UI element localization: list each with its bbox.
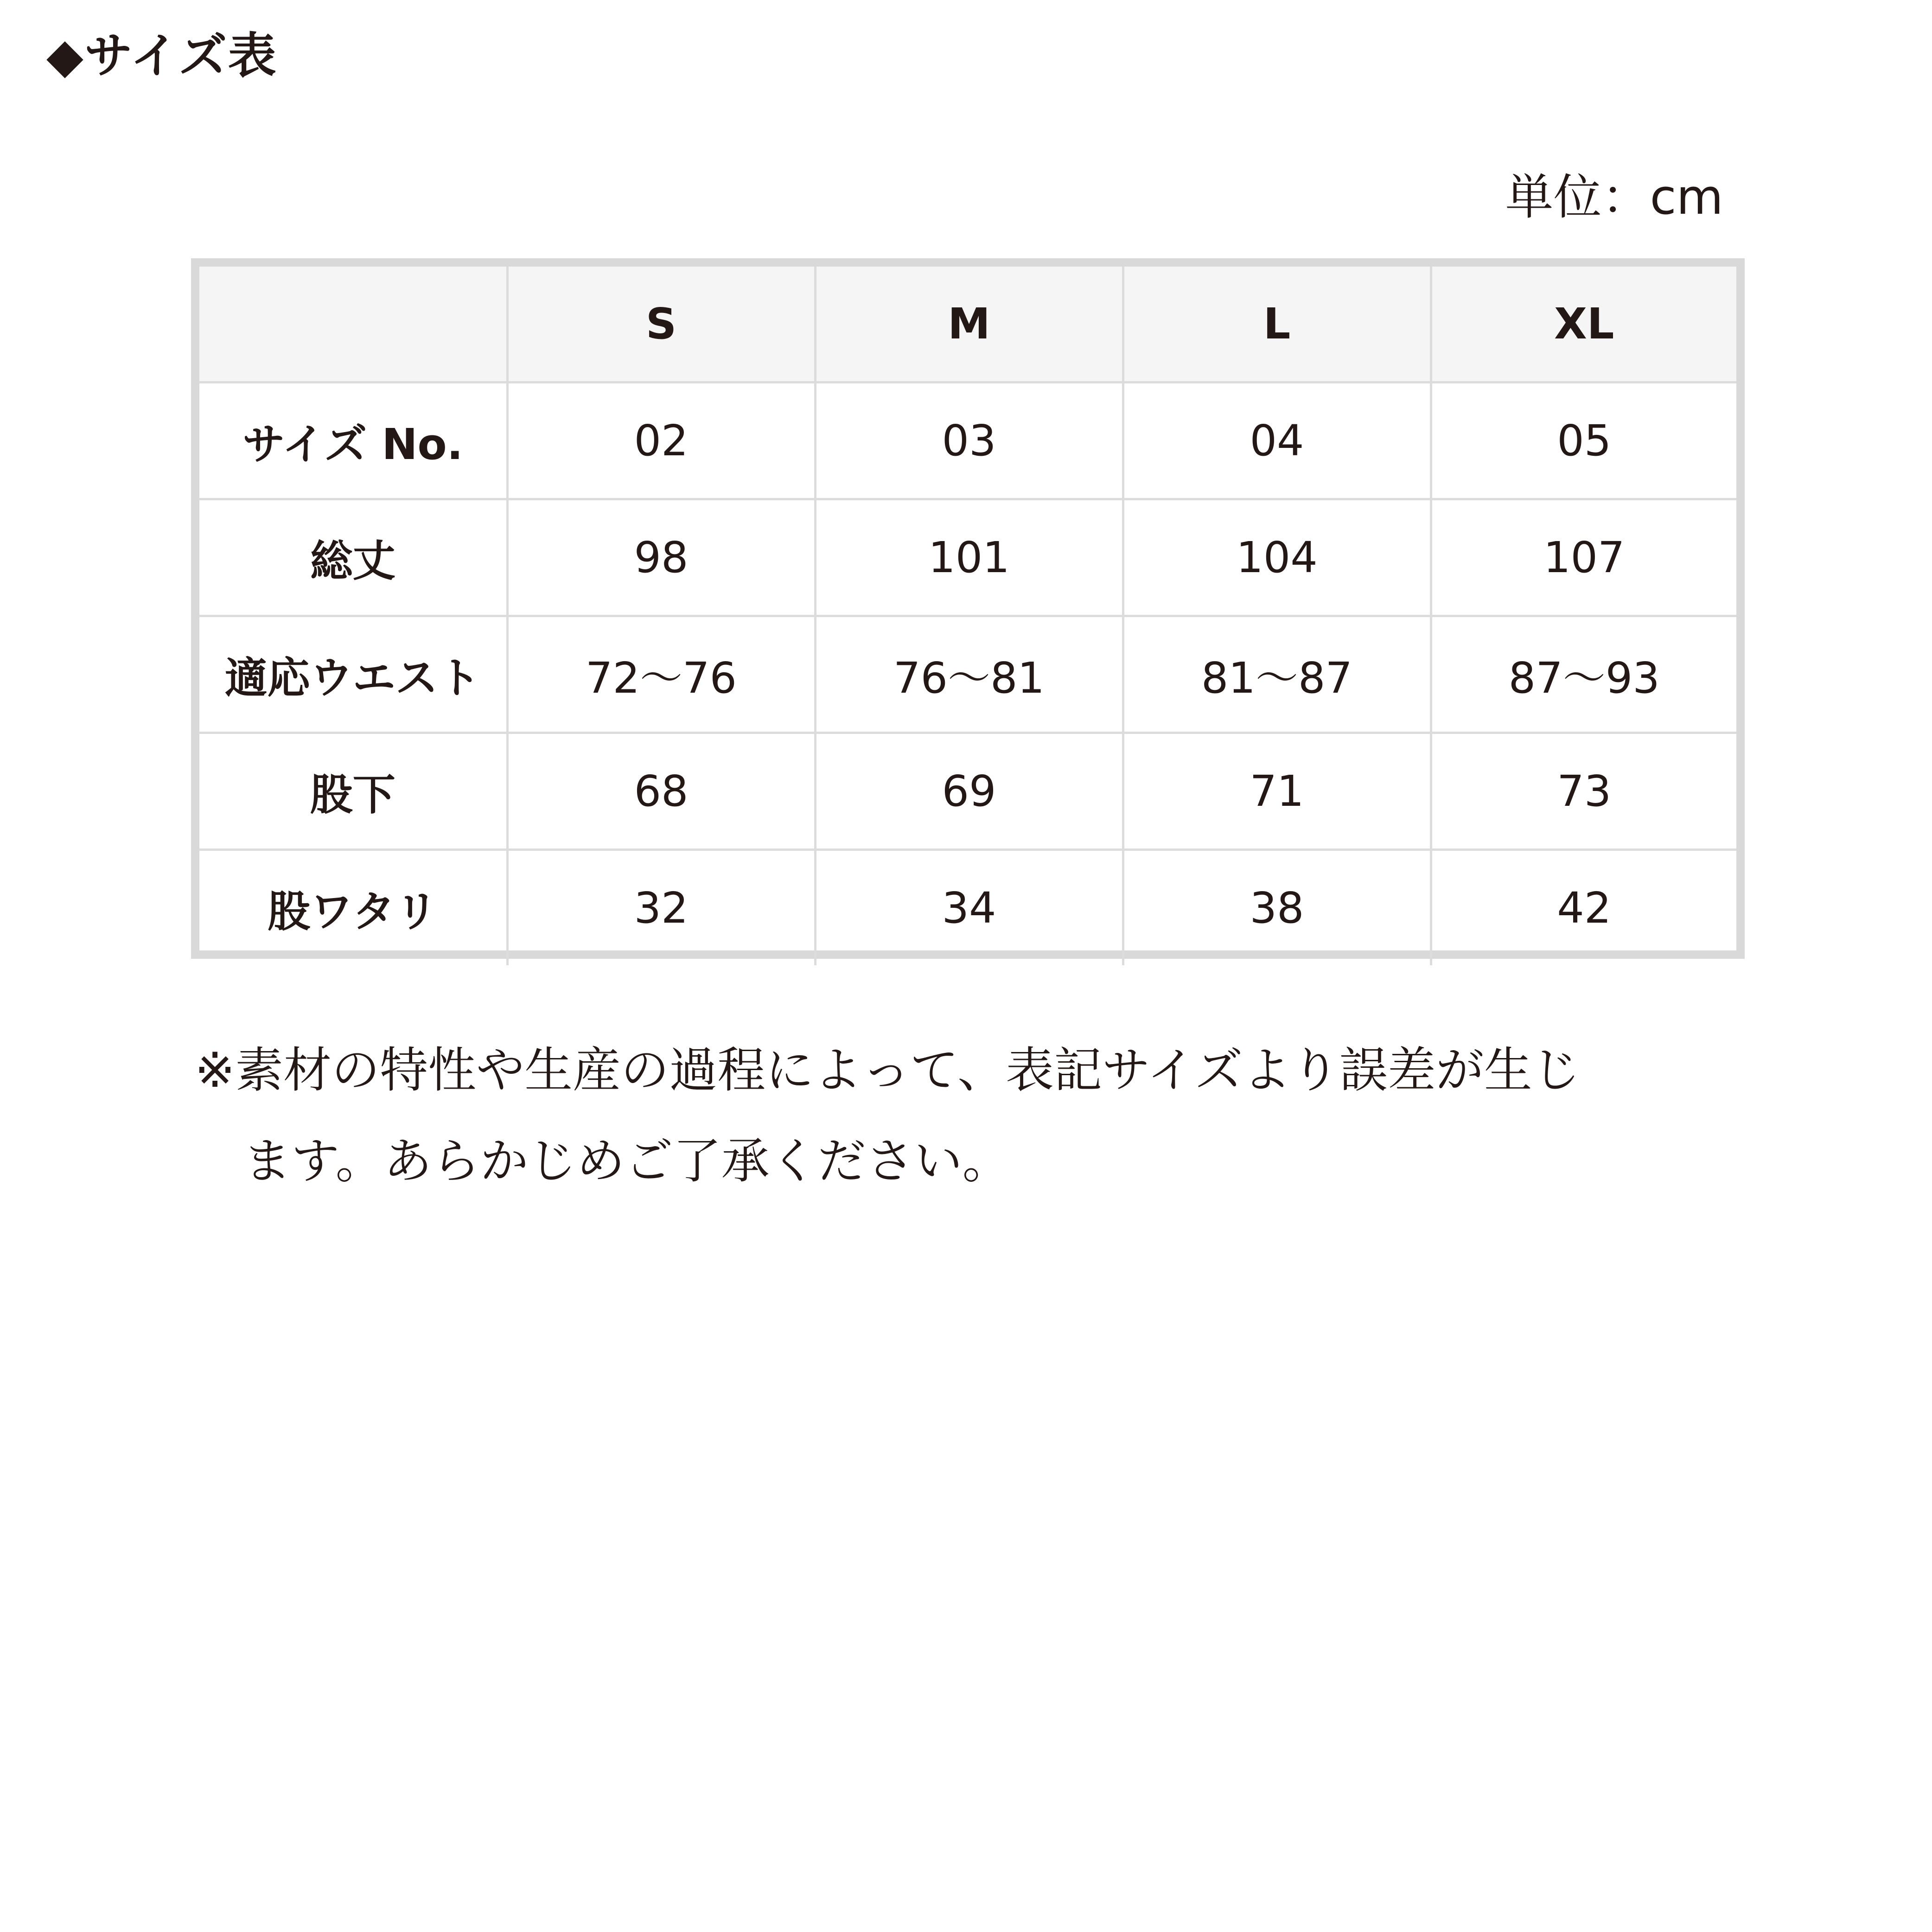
- row-label-size-no: サイズ No.: [199, 383, 507, 499]
- table-cell: 101: [815, 499, 1123, 616]
- table-cell: 05: [1431, 383, 1736, 499]
- table-cell: 04: [1123, 383, 1431, 499]
- header-cell-l: L: [1123, 267, 1431, 383]
- table-cell: 98: [507, 499, 815, 616]
- size-table-frame: [191, 258, 1745, 959]
- table-cell: 32: [507, 850, 815, 966]
- row-label-thigh-width: 股ワタリ: [199, 850, 507, 966]
- table-row: [199, 850, 1736, 966]
- row-label-inseam: 股下: [199, 733, 507, 850]
- disclaimer-note: [195, 1025, 1771, 1206]
- table-cell: 42: [1431, 850, 1736, 966]
- header-cell-xl: XL: [1431, 267, 1736, 383]
- table-cell: 76〜81: [815, 616, 1123, 733]
- table-row: [199, 499, 1736, 616]
- size-table: [199, 267, 1736, 965]
- table-cell: 87〜93: [1431, 616, 1736, 733]
- table-cell: 34: [815, 850, 1123, 966]
- table-cell: 69: [815, 733, 1123, 850]
- page-title: ◆サイズ表: [46, 27, 277, 84]
- table-header-row: [199, 267, 1736, 383]
- table-cell: 03: [815, 383, 1123, 499]
- table-cell: 81〜87: [1123, 616, 1431, 733]
- unit-label: 単位：cm: [1505, 169, 1723, 225]
- table-row: [199, 733, 1736, 850]
- header-cell-blank: [199, 267, 507, 383]
- table-cell: 38: [1123, 850, 1431, 966]
- header-cell-m: M: [815, 267, 1123, 383]
- table-cell: 68: [507, 733, 815, 850]
- row-label-total-length: 総丈: [199, 499, 507, 616]
- note-line-2: ます。あらかじめご了承ください。: [243, 1133, 1011, 1189]
- table-row: [199, 616, 1736, 733]
- note-line-1: ※素材の特性や生産の過程によって、表記サイズより誤差が生じ: [195, 1042, 1581, 1098]
- row-label-waist: 適応ウエスト: [199, 616, 507, 733]
- table-cell: 104: [1123, 499, 1431, 616]
- table-cell: 71: [1123, 733, 1431, 850]
- table-cell: 02: [507, 383, 815, 499]
- table-cell: 107: [1431, 499, 1736, 616]
- table-row: [199, 383, 1736, 499]
- header-cell-s: S: [507, 267, 815, 383]
- table-cell: 73: [1431, 733, 1736, 850]
- table-cell: 72〜76: [507, 616, 815, 733]
